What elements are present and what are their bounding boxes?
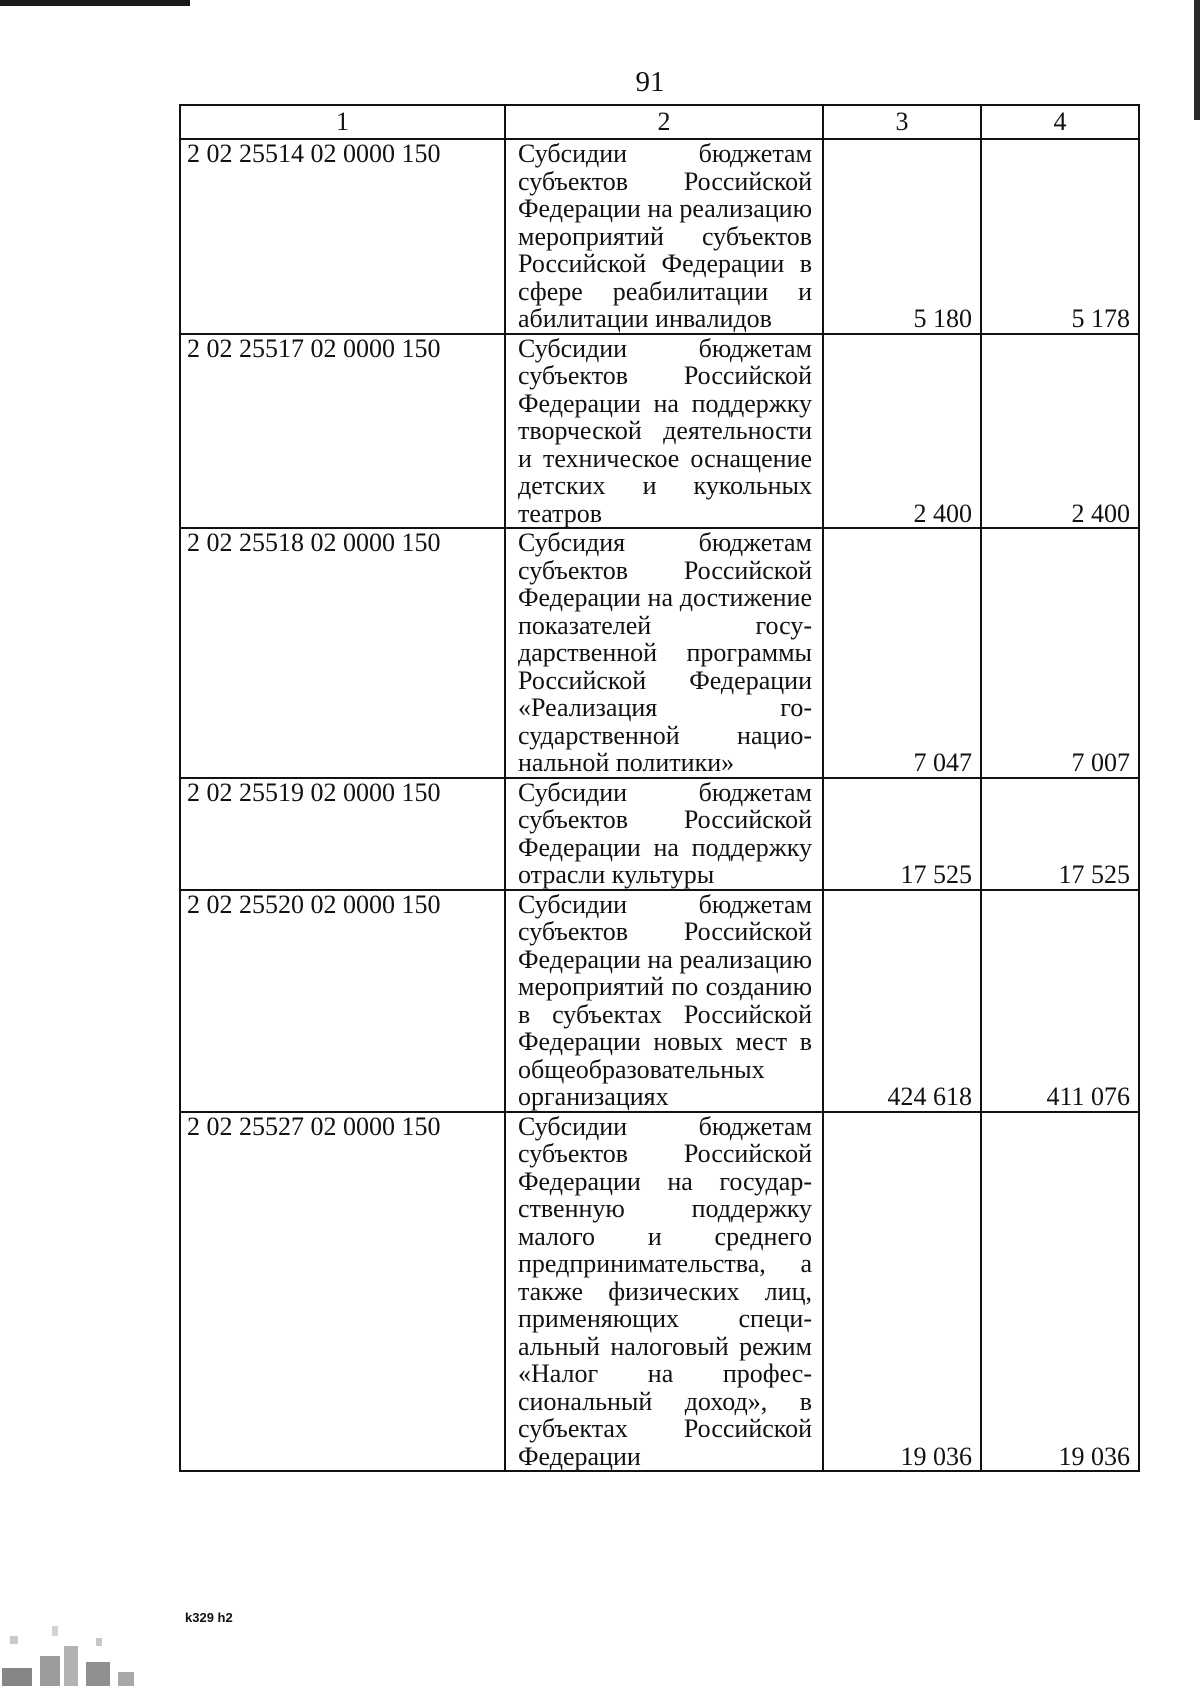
value-column-3-cell: 424 618: [823, 890, 981, 1112]
value-column-4-cell: 2 400: [981, 334, 1139, 529]
table-row: [180, 139, 1139, 334]
description-cell: Субсидии бюджетам субъектов Российской Федерации на реализацию мероприятий по созданию в субъектах Российской Федерации новых мест в общеобразовательных организациях: [505, 890, 823, 1112]
description-cell: Субсидия бюджетам субъектов Российской Федерации на достижение показателей государственной программы Российской Федерации «Реализация государственной национальной политики»: [505, 528, 823, 778]
footer-document-code: k329 h2: [185, 1610, 233, 1625]
table-header-row: [180, 105, 1139, 139]
value-column-4-cell: 19 036: [981, 1112, 1139, 1472]
value-column-3-cell: 7 047: [823, 528, 981, 778]
value-column-3-cell: 19 036: [823, 1112, 981, 1472]
budget-code-cell: 2 02 25517 02 0000 150: [180, 334, 505, 529]
budget-code-cell: 2 02 25514 02 0000 150: [180, 139, 505, 334]
column-header-1: 1: [180, 105, 505, 139]
budget-code-cell: 2 02 25520 02 0000 150: [180, 890, 505, 1112]
scan-edge-right: [1194, 0, 1200, 120]
value-column-3-cell: 17 525: [823, 778, 981, 890]
scan-noise-artifact: [0, 1576, 150, 1686]
table-row: [180, 890, 1139, 1112]
value-column-3-cell: 2 400: [823, 334, 981, 529]
page-number: 91: [635, 66, 665, 98]
description-cell: Субсидии бюджетам субъектов Российской Федерации на реализацию мероприятий субъектов Российской Федерации в сфере реабилитации и абилитации инвалидов: [505, 139, 823, 334]
description-cell: Субсидии бюджетам субъектов Российской Федерации на поддержку творческой деятельности и техническое оснащение детских и кукольных театров: [505, 334, 823, 529]
table-row: [180, 334, 1139, 529]
value-column-3-cell: 5 180: [823, 139, 981, 334]
value-column-4-cell: 17 525: [981, 778, 1139, 890]
table-row: [180, 1112, 1139, 1472]
budget-code-cell: 2 02 25519 02 0000 150: [180, 778, 505, 890]
table-row: [180, 528, 1139, 778]
value-column-4-cell: 411 076: [981, 890, 1139, 1112]
table-row: [180, 778, 1139, 890]
budget-table: [179, 104, 1140, 1472]
column-header-3: 3: [823, 105, 981, 139]
value-column-4-cell: 7 007: [981, 528, 1139, 778]
budget-code-cell: 2 02 25518 02 0000 150: [180, 528, 505, 778]
column-header-2: 2: [505, 105, 823, 139]
description-cell: Субсидии бюджетам субъектов Российской Федерации на государственную поддержку малого и среднего предпринимательства, а также физических лиц, применяющих специальный налоговый режим «Налог на профессиональный доход», в субъектах Российской Федерации: [505, 1112, 823, 1472]
description-cell: Субсидии бюджетам субъектов Российской Федерации на поддержку отрасли культуры: [505, 778, 823, 890]
value-column-4-cell: 5 178: [981, 139, 1139, 334]
budget-code-cell: 2 02 25527 02 0000 150: [180, 1112, 505, 1472]
column-header-4: 4: [981, 105, 1139, 139]
scan-edge-top: [0, 0, 190, 6]
